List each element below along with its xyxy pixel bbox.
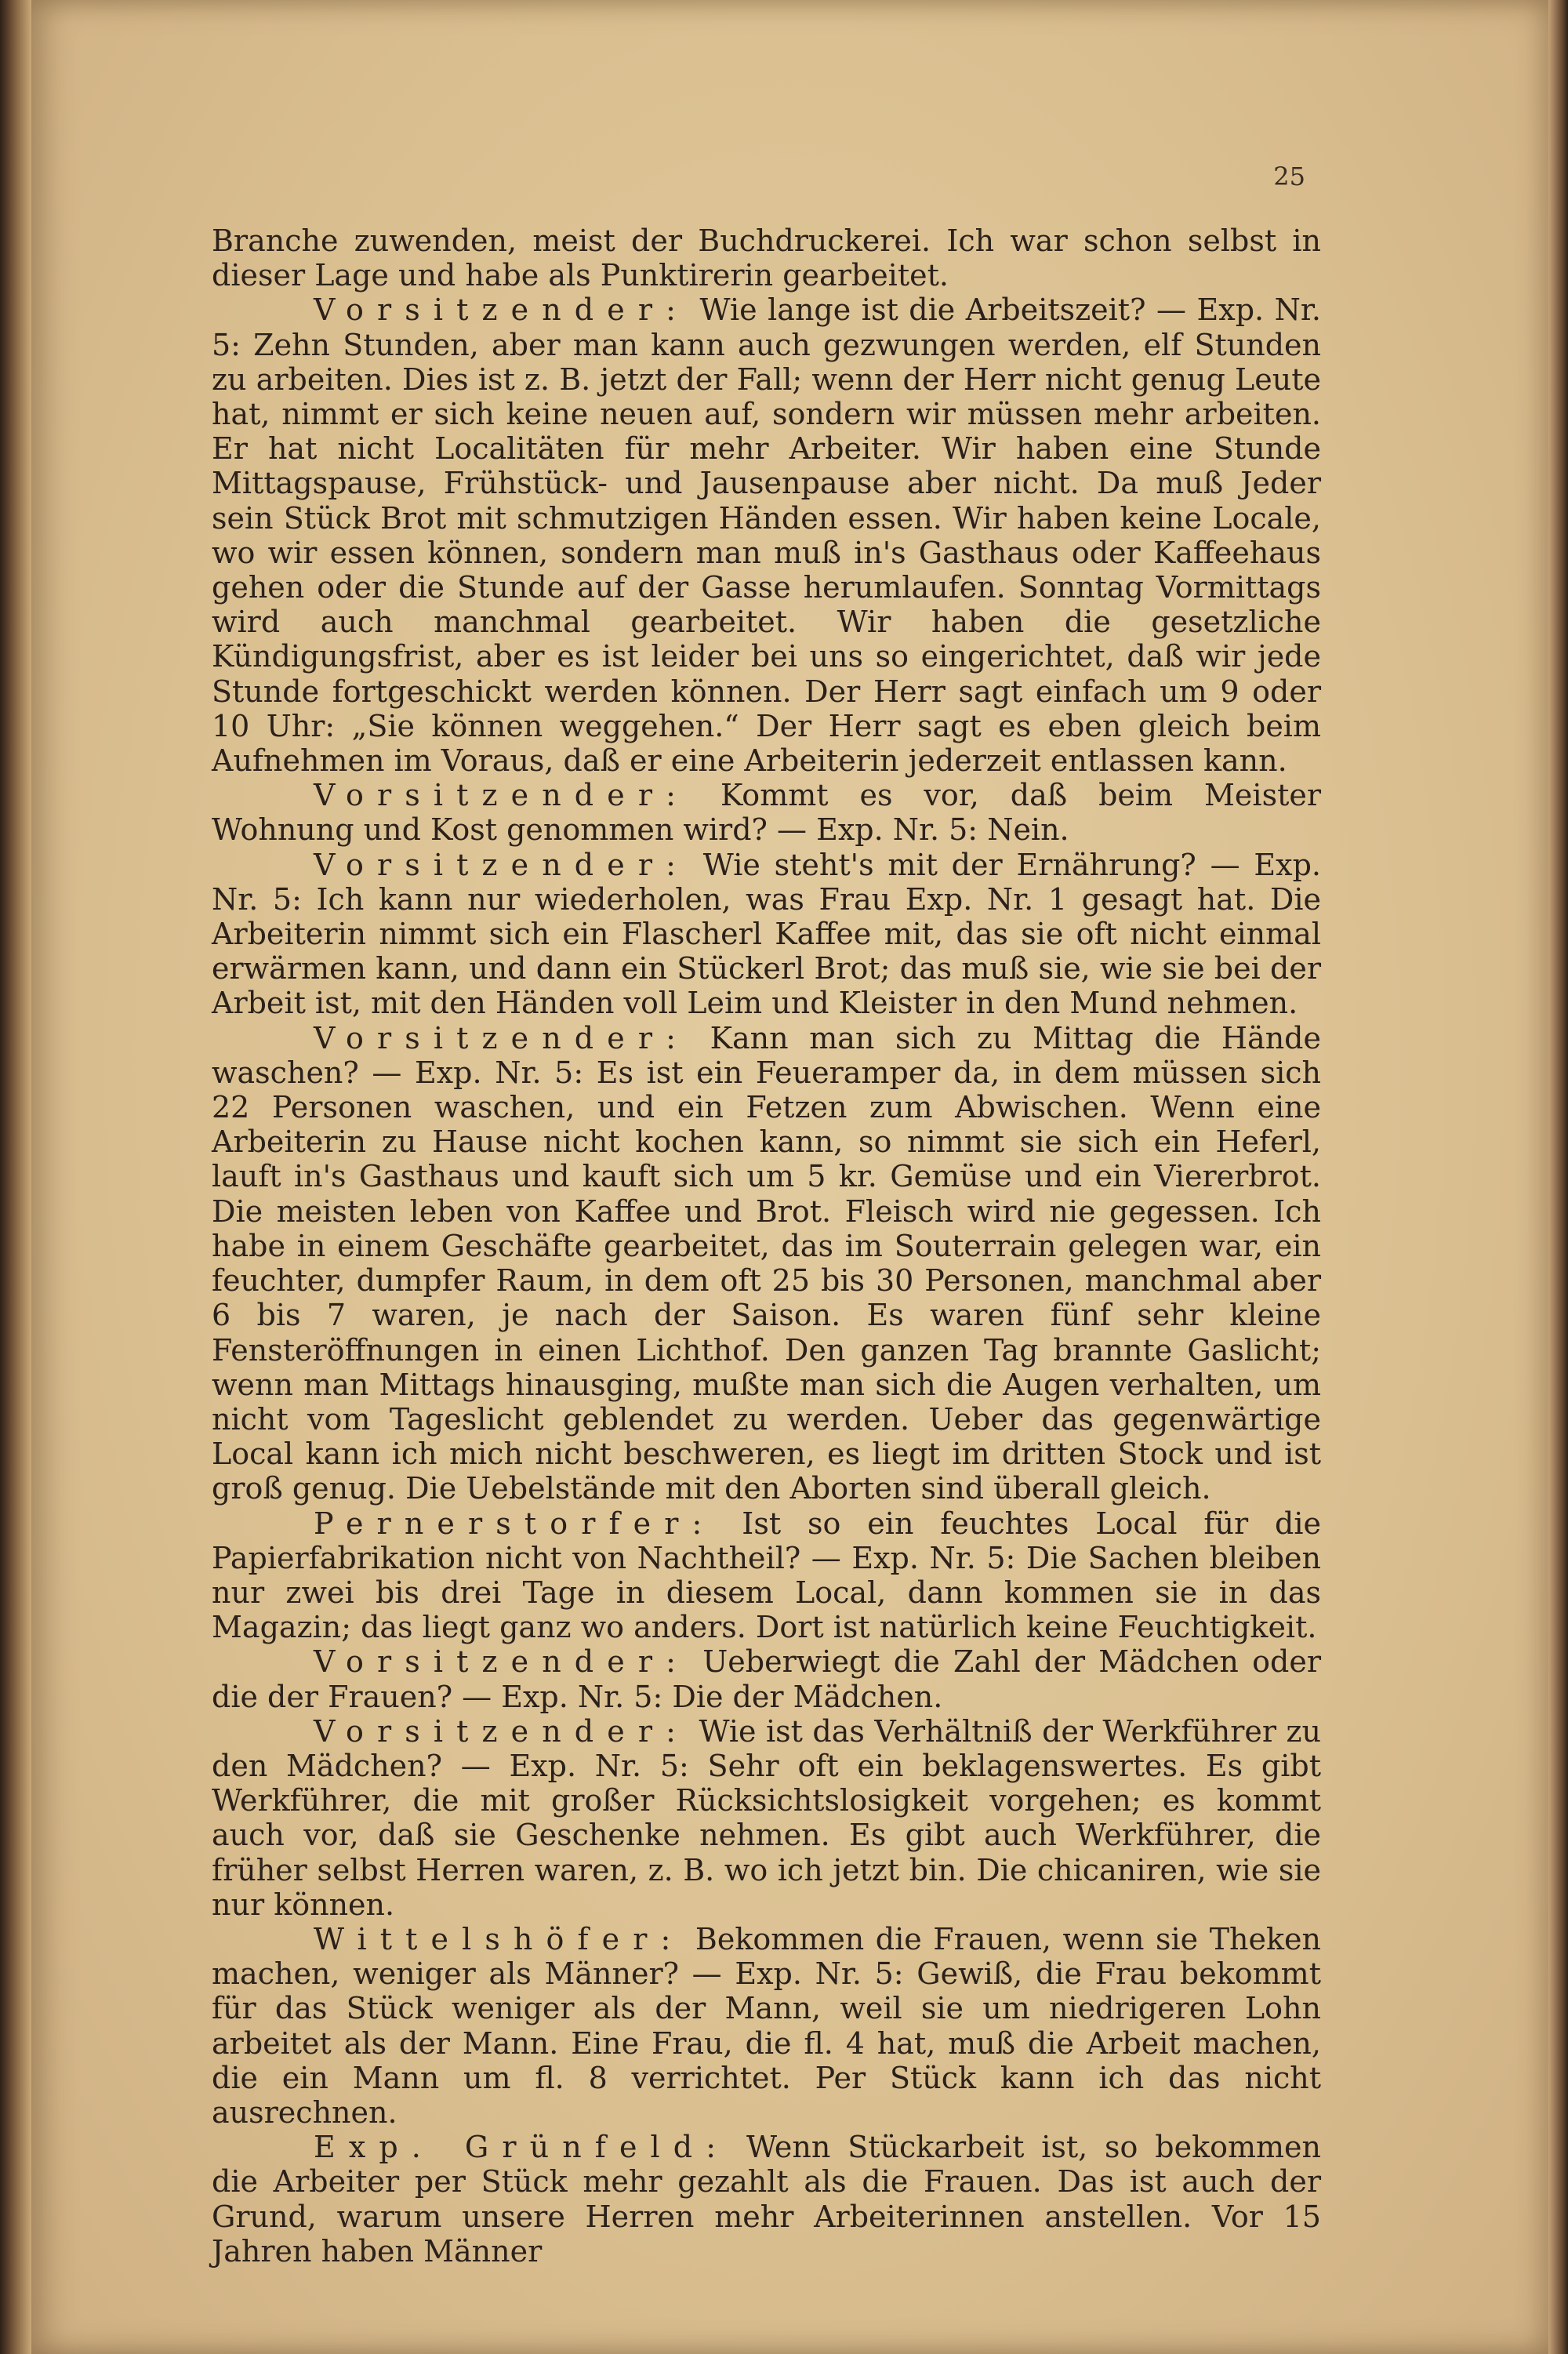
paragraph-text: Ueberwiegt die Zahl der Mädchen oder die der Frauen? — Exp. Nr. 5: Die der Mädchen. [212,1644,1321,1714]
page-number: 25 [1273,162,1305,191]
paragraph-text: Wie ist das Verhältniß der Werkführer zu den Mädchen? — Exp. Nr. 5: Sehr oft ein beklagenswertes. Es gibt Werkführer, die mit großer Rücksichtslosigkeit vorgehen; es kommt auch vor, daß sie Geschenke nehmen. Es gibt auch Werkführer, die früher selbst Herren waren, z. B. wo ich jetzt bin. Die chicaniren, wie sie nur können. [212,1713,1321,1922]
speaker-label: Vorsitzender: [314,1644,689,1680]
paragraph-4 [212,848,1321,1021]
paragraph-text: Wie lange ist die Arbeitszeit? — Exp. Nr. 5: Zehn Stunden, aber man kann auch gezwungen werden, elf Stunden zu arbeiten. Dies ist z. B. jetzt der Fall; wenn der Herr nicht genug Leute hat, nimmt er sich keine neuen auf, sondern wir müssen mehr arbeiten. Er hat nicht Localitäten für mehr Arbeiter. Wir haben eine Stunde Mittagspause, Frühstück- und Jausenpause aber nicht. Da muß Jeder sein Stück Brot mit schmutzigen Händen essen. Wir haben keine Locale, wo wir essen können, sondern man muß in's Gasthaus oder Kaffeehaus gehen oder die Stunde auf der Gasse herumlaufen. Sonntag Vormittags wird auch manchmal gearbeitet. Wir haben die gesetzliche Kündigungsfrist, aber es ist leider bei uns so eingerichtet, daß wir jede Stunde fortgeschickt werden können. Der Herr sagt einfach um 9 oder 10 Uhr: „Sie können weggehen.“ Der Herr sagt es eben gleich beim Aufnehmen im Voraus, daß er eine Arbeiterin jederzeit entlassen kann. [212,292,1321,779]
paragraph-9 [212,1922,1321,2130]
speaker-label: Vorsitzender: [314,778,689,813]
speaker-label: Exp. Grünfeld: [314,2130,730,2165]
paragraph-text: Wie steht's mit der Ernährung? — Exp. Nr. 5: Ich kann nur wiederholen, was Frau Exp. Nr. 1 gesagt hat. Die Arbeiterin nimmt sich ein Flascherl Kaffee mit, das sie oft nicht einmal erwärmen kann, und dann ein Stückerl Brot; das muß sie, wie sie bei der Arbeit ist, mit den Händen voll Leim und Kleister in den Mund nehmen. [212,847,1321,1021]
paragraph-text: Branche zuwenden, meist der Buchdruckerei. Ich war schon selbst in dieser Lage und habe als Punktirerin gearbeitet. [212,223,1321,293]
speaker-label: Vorsitzender: [314,1020,689,1055]
speaker-label: Vorsitzender: [314,1713,689,1749]
paragraph-10 [212,2130,1321,2269]
paragraph-3 [212,778,1321,847]
speaker-label: Wittelshöfer: [314,1921,684,1956]
speaker-label: Vorsitzender: [314,292,689,328]
paragraph-text: Wenn Stückarbeit ist, so bekommen die Arbeiter per Stück mehr gezahlt als die Frauen. Das ist auch der Grund, warum unsere Herren mehr Arbeiterinnen anstellen. Vor 15 Jahren haben Männer [212,2130,1322,2269]
paragraph-1 [212,223,1321,292]
paragraph-5 [212,1021,1321,1506]
paragraph-8 [212,1714,1321,1922]
speaker-label: Pernerstorfer: [314,1506,716,1541]
body-text [212,223,1321,2269]
speaker-label: Vorsitzender: [314,847,689,882]
paragraph-6 [212,1506,1321,1645]
paragraph-text: Bekommen die Frauen, wenn sie Theken machen, weniger als Männer? — Exp. Nr. 5: Gewiß, die Frau bekommt für das Stück weniger als der Mann, weil sie um niedrigeren Lohn arbeitet als der Mann. Eine Frau, die fl. 4 hat, muß die Arbeit machen, die ein Mann um fl. 8 verrichtet. Per Stück kann ich das nicht ausrechnen. [212,1921,1321,2130]
paragraph-2 [212,292,1321,778]
page-sheet [31,0,1548,2354]
paragraph-7 [212,1644,1321,1713]
paragraph-text: Kommt es vor, daß beim Meister Wohnung und Kost genommen wird? — Exp. Nr. 5: Nein. [212,778,1321,848]
paragraph-text: Ist so ein feuchtes Local für die Papierfabrikation nicht von Nachtheil? — Exp. Nr. 5: Die Sachen bleiben nur zwei bis drei Tage in diesem Local, dann kommen sie in das Magazin; das liegt ganz wo anders. Dort ist natürlich keine Feuchtigkeit. [212,1506,1321,1645]
paragraph-text: Kann man sich zu Mittag die Hände waschen? — Exp. Nr. 5: Es ist ein Feueramper da, in dem müssen sich 22 Personen waschen, und ein Fetzen zum Abwischen. Wenn eine Arbeiterin zu Hause nicht kochen kann, so nimmt sie sich ein Heferl, lauft in's Gasthaus und kauft sich um 5 kr. Gemüse und ein Viererbrot. Die meisten leben von Kaffee und Brot. Fleisch wird nie gegessen. Ich habe in einem Geschäfte gearbeitet, das im Souterrain gelegen war, ein feuchter, dumpfer Raum, in dem oft 25 bis 30 Personen, manchmal aber 6 bis 7 waren, je nach der Saison. Es waren fünf sehr kleine Fensteröffnungen in einen Lichthof. Den ganzen Tag brannte Gaslicht; wenn man Mittags hinausging, mußte man sich die Augen verhalten, um nicht vom Tageslicht geblendet zu werden. Ueber das gegenwärtige Local kann ich mich nicht beschweren, es liegt im dritten Stock und ist groß genug. Die Uebelstände mit den Aborten sind überall gleich. [212,1020,1321,1506]
